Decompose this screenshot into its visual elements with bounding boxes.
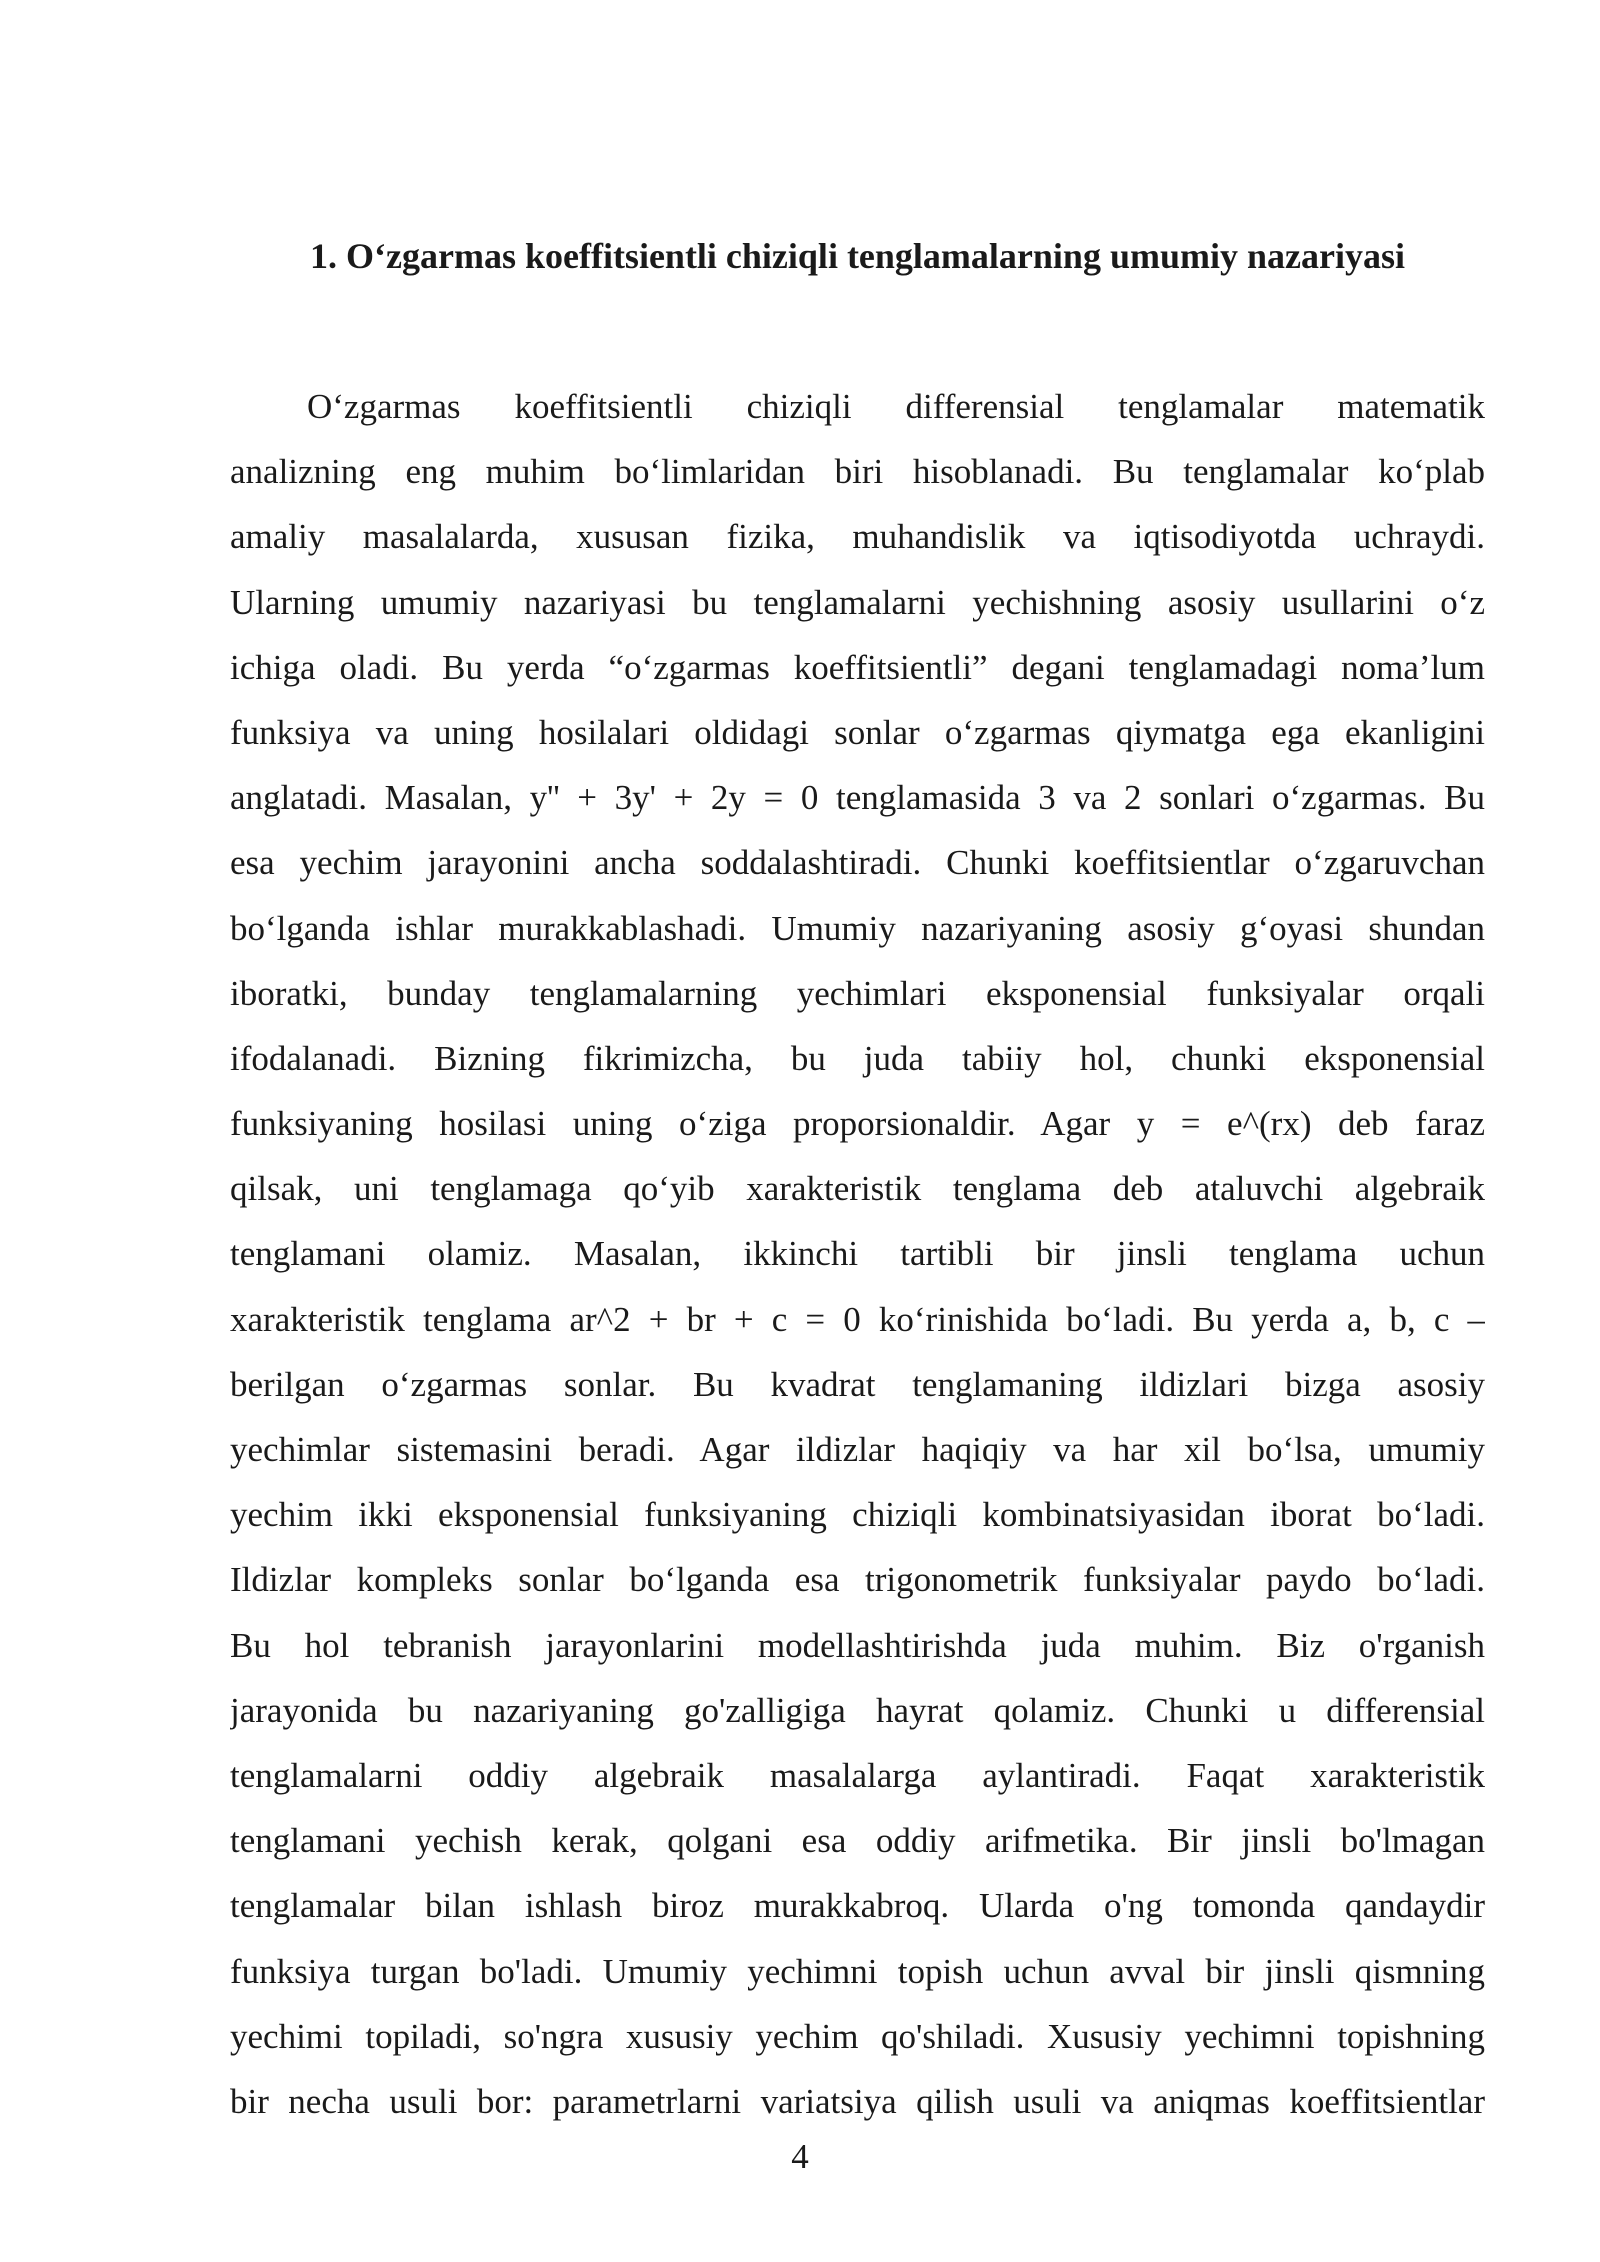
paragraph-line: funksiya turgan bo'ladi. Umumiy yechimni topish uchun avval bir jinsli qismning <box>230 1951 1485 1991</box>
paragraph-line: berilgan o‘zgarmas sonlar. Bu kvadrat tenglamaning ildizlari bizga asosiy <box>230 1364 1485 1404</box>
paragraph-line: ifodalanadi. Bizning fikrimizcha, bu juda tabiiy hol, chunki eksponensial <box>230 1038 1485 1078</box>
paragraph-line: jarayonida bu nazariyaning go'zalligiga hayrat qolamiz. Chunki u differensial <box>230 1690 1485 1730</box>
paragraph-line: O‘zgarmas koeffitsientli chiziqli differensial tenglamalar matematik <box>307 387 1485 426</box>
paragraph-line: yechim ikki eksponensial funksiyaning chiziqli kombinatsiyasidan iborat bo‘ladi. <box>230 1495 1485 1535</box>
paragraph-line: yechimlar sistemasini beradi. Agar ildizlar haqiqiy va har xil bo‘lsa, umumiy <box>230 1430 1485 1469</box>
paragraph-line: bo‘lganda ishlar murakkablashadi. Umumiy nazariyaning asosiy g‘oyasi shundan <box>230 908 1485 948</box>
paragraph-line: iboratki, bunday tenglamalarning yechimlari eksponensial funksiyalar orqali <box>230 973 1485 1013</box>
paragraph-line: Ularning umumiy nazariyasi bu tenglamalarni yechishning asosiy usullarini o‘z <box>230 582 1485 622</box>
paragraph-line: tenglamani yechish kerak, qolgani esa oddiy arifmetika. Bir jinsli bo'lmagan <box>230 1821 1485 1861</box>
paragraph-line: analizning eng muhim bo‘limlaridan biri hisoblanadi. Bu tenglamalar ko‘plab <box>230 452 1485 492</box>
paragraph-line: Ildizlar kompleks sonlar bo‘lganda esa trigonometrik funksiyalar paydo bo‘ladi. <box>230 1560 1485 1600</box>
paragraph-line: qilsak, uni tenglamaga qo‘yib xarakteristik tenglama deb ataluvchi algebraik <box>230 1169 1485 1209</box>
paragraph-line: tenglamalarni oddiy algebraik masalalarga aylantiradi. Faqat xarakteristik <box>230 1755 1485 1795</box>
page-number: 4 <box>791 2137 809 2176</box>
paragraph-line: bir necha usuli bor: parametrlarni variatsiya qilish usuli va aniqmas koeffitsientlar <box>230 2081 1485 2121</box>
paragraph-line: yechimi topiladi, so'ngra xususiy yechim qo'shiladi. Xususiy yechimni topishning <box>230 2016 1485 2056</box>
paragraph-line: anglatadi. Masalan, y'' + 3y' + 2y = 0 tenglamasida 3 va 2 sonlari o‘zgarmas. Bu <box>230 778 1485 818</box>
paragraph-line: xarakteristik tenglama ar^2 + br + c = 0 ko‘rinishida bo‘ladi. Bu yerda a, b, c – <box>230 1299 1485 1339</box>
paragraph-line: funksiya va uning hosilalari oldidagi sonlar o‘zgarmas qiymatga ega ekanligini <box>230 712 1485 752</box>
section-heading: 1. O‘zgarmas koeffitsientli chiziqli tenglamalarning umumiy nazariyasi <box>310 236 1405 276</box>
paragraph-line: tenglamani olamiz. Masalan, ikkinchi tartibli bir jinsli tenglama uchun <box>230 1234 1485 1274</box>
paragraph-line: esa yechim jarayonini ancha soddalashtiradi. Chunki koeffitsientlar o‘zgaruvchan <box>230 843 1485 883</box>
paragraph-line: ichiga oladi. Bu yerda “o‘zgarmas koeffitsientli” degani tenglamadagi noma’lum <box>230 647 1485 687</box>
paragraph-line: Bu hol tebranish jarayonlarini modellashtirishda juda muhim. Biz o'rganish <box>230 1625 1485 1665</box>
body-paragraph <box>230 374 1485 2134</box>
paragraph-line: tenglamalar bilan ishlash biroz murakkabroq. Ularda o'ng tomonda qandaydir <box>230 1886 1485 1926</box>
paragraph-line: amaliy masalalarda, xususan fizika, muhandislik va iqtisodiyotda uchraydi. <box>230 517 1485 557</box>
paragraph-line: funksiyaning hosilasi uning o‘ziga proporsionaldir. Agar y = e^(rx) deb faraz <box>230 1104 1485 1144</box>
